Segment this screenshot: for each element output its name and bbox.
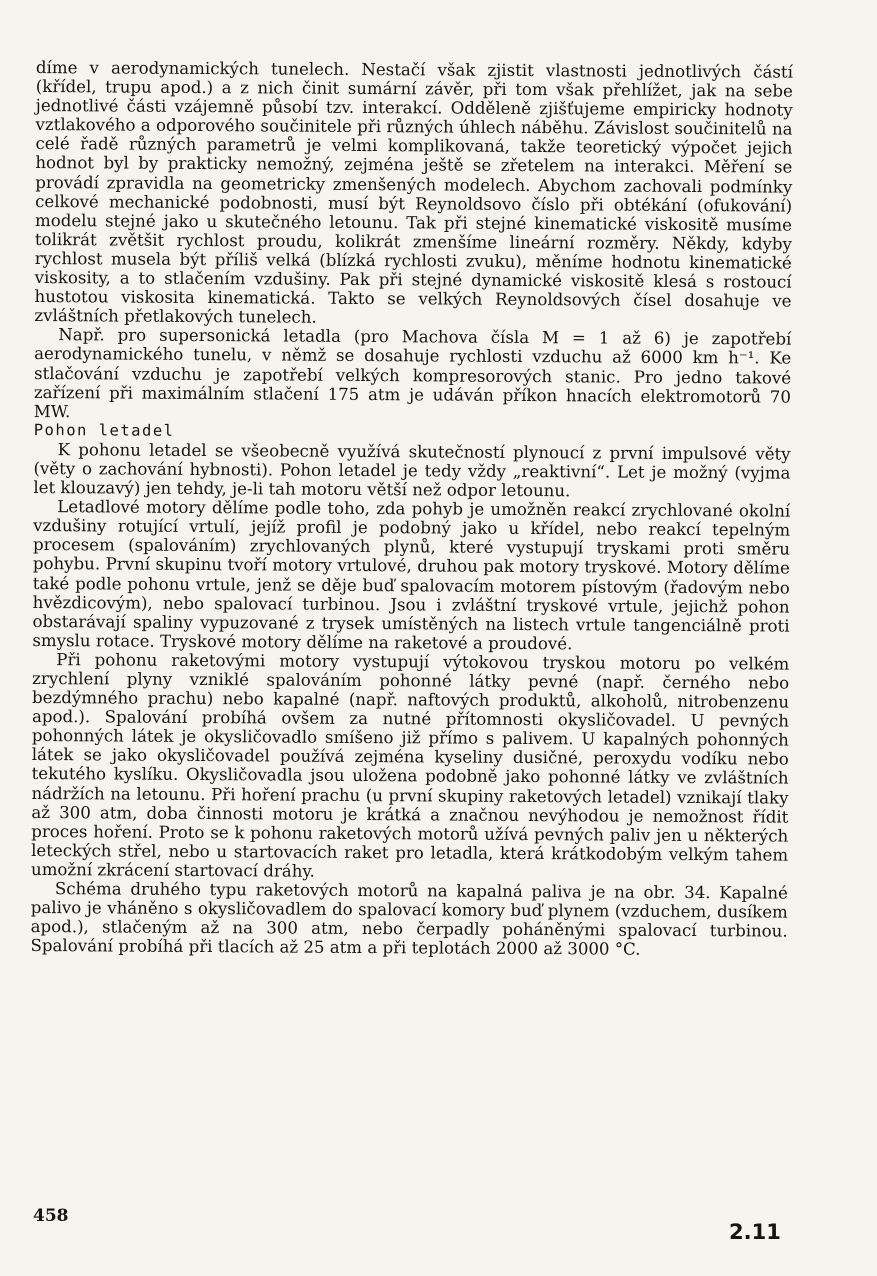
paragraph-propulsion-intro: K pohonu letadel se všeobecně využívá skutečností plynoucí z první impulsové věty (věty o zachování hybnosti). Pohon letadel je tedy vždy „reaktivní“. Let je možný (vyjma let klouzavý) jen tehdy, je-li tah motoru větší než odpor letounu. [33,440,791,501]
section-number: 2.11 [729,1220,781,1244]
page-number: 458 [33,1206,69,1226]
paragraph-rocket-engines: Při pohonu raketovými motory vystupují výtokovou tryskou motoru po velkém zrychlení plyny vzniklé spalováním pohonné látky pevné (např. černého nebo bezdýmného prachu) nebo kapalné (např. naftových produktů, alkoholů, nitrobenzenu apod.). Spalování probíhá ovšem za nutné přítomnosti okysličovadel. U pevných pohonných látek je okysličovadlo smíšeno již přímo s palivem. U kapalných pohonných látek se jako okysličovadel používá zejména kyseliny dusičné, peroxydu vodíku nebo tekutého kyslíku. Okysličovadla jsou uložena podobně jako pohonné látky ve zvláštních nádržích na letounu. Při hoření prachu (u první skupiny raketových letadel) vznikají tlaky až 300 atm, doba činnosti motoru je krátká a značnou nevýhodou je nemožnost řídit proces hoření. Proto se k pohonu raketových motorů užívá pevných paliv jen u některých leteckých střel, nebo u startovacích raket pro letadla, která krátkodobým velkým tahem umožní zkrácení startovací dráhy. [30,650,790,881]
paragraph-engine-types: Letadlové motory dělíme podle toho, zda pohyb je umožněn reakcí zrychlované okolní vzdušiny rotující vrtulí, jejíž profil je podobný jako u křídel, nebo reakcí tepelným procesem (spalováním) zrychlovaných plynů, které vystupují tryskami proti směru pohybu. První skupinu tvoří motory vrtulové, druhou pak motory tryskové. Motory dělíme také podle pohonu vrtule, jenž se děje buď spalovacím motorem pístovým (řadovým nebo hvězdicovým), nebo spalovací turbinou. Jsou i zvláštní tryskové vrtule, jejichž pohon obstarávají spaliny vypuzované z trysek umístěných na listech vrtule tangenciálně proti smyslu rotace. Tryskové motory dělíme na raketové a proudové. [32,497,791,654]
paragraph-supersonic-tunnel: Např. pro supersonická letadla (pro Machova čísla M = 1 až 6) je zapotřebí aerodynamického tunelu, v němž se dosahuje rychlosti vzduchu až 6000 km h⁻¹. Ke stlačování vzduchu je zapotřebí velkých kompresorových stanic. Pro jedno takové zařízení při maximálním stlačení 175 atm je udáván příkon hnacích elektromotorů 70 MW. [33,325,792,421]
page-body [31,58,793,960]
paragraph-liquid-fuel-scheme: Schéma druhého typu raketových motorů na kapalná paliva je na obr. 34. Kapalné palivo je vháněno s okysličovadlem do spalovací komory buď plynem (vzduchem, dusíkem apod.), stlačeným až na 300 atm, nebo čerpadly poháněnými spalovací turbinou. Spalování probíhá při tlacích až 25 atm a při teplotách 2000 až 3000 °C. [30,879,788,960]
section-heading: Pohon letadel [33,420,175,440]
paragraph-aerodynamic-tunnels: díme v aerodynamických tunelech. Nestačí však zjistit vlastnosti jednotlivých částí (křídel, trupu apod.) a z nich činit sumární závěr, při tom však přehlížet, jak na sebe jednotlivé části vzájemně působí tzv. interakcí. Odděleně zjišťujeme empiricky hodnoty vztlakového a odporového součinitele při různých úhlech náběhu. Závislost součinitelů na celé řadě různých parametrů je velmi komplikovaná, takže teoretický výpočet jejich hodnot byl by prakticky nemožný, zejména ještě se zřetelem na interakci. Měření se provádí zpravidla na geometricky zmenšených modelech. Abychom zachovali podmínky celkové mechanické podobnosti, musí být Reynoldsovo číslo při obtékání (ofukování) modelu stejné jako u skutečného letounu. Tak při stejné kinematické viskositě musíme tolikrát zvětšit rychlost proudu, kolikrát zmenšíme lineární rozměry. Někdy, kdyby rychlost musela být příliš velká (blízká rychlosti zvuku), měníme hodnotu kinematické viskosity, a to stlačením vzdušiny. Pak při stejné dynamické viskositě klesá s rostoucí hustotou viskosita kinematická. Takto se velkých Reynoldsových čísel dosahuje ve zvláštních přetlakových tunelech. [34,58,793,327]
